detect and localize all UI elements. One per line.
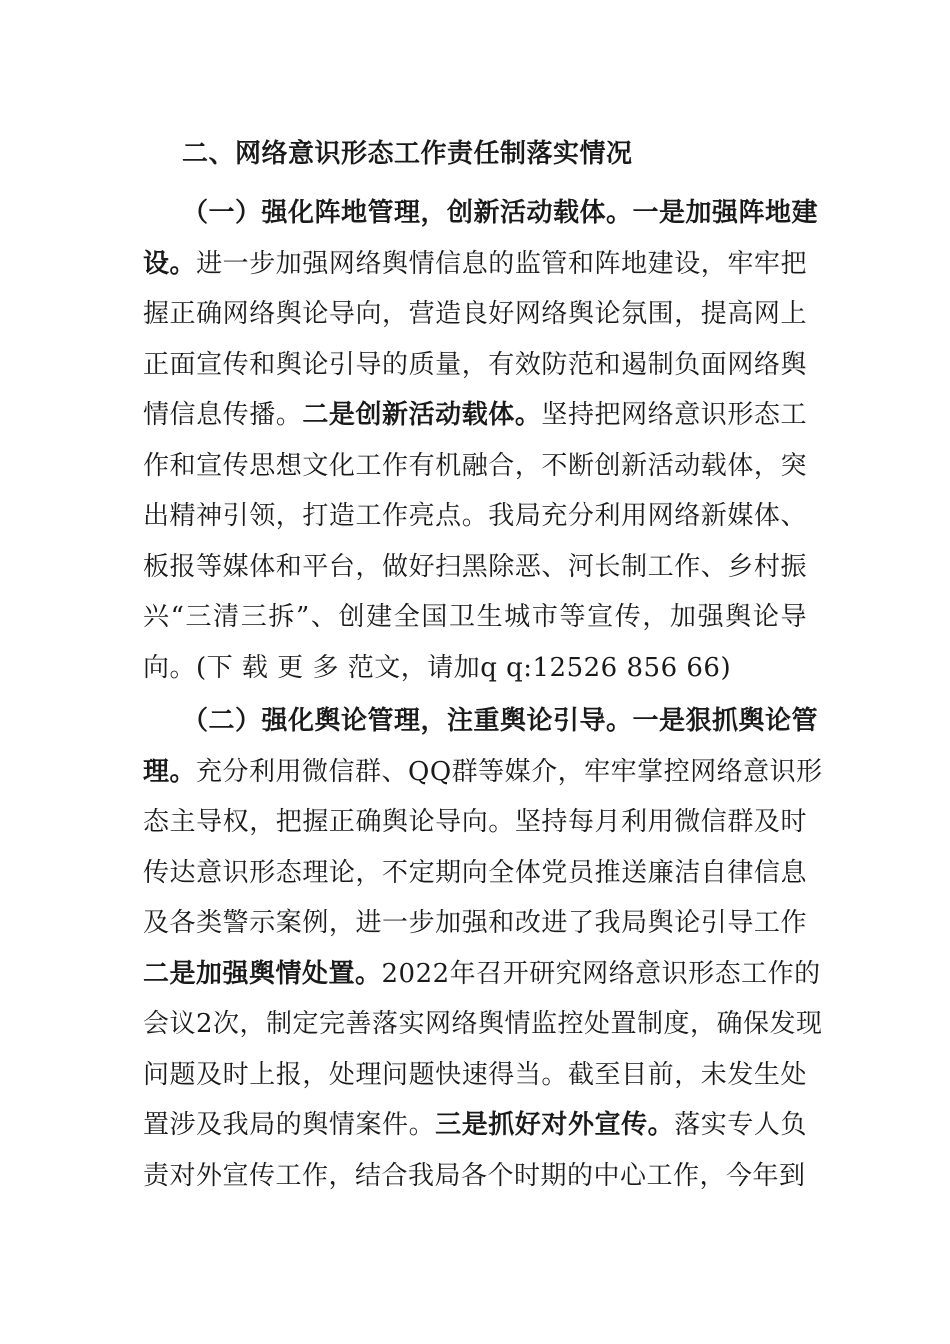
bold-text: 三是抓好对外宣传。 [435, 1110, 675, 1140]
body-text: 进一步加强网络舆情信息的监管和阵地建设，牢牢把 [196, 248, 807, 279]
para2-line [143, 805, 807, 839]
para1-line [143, 297, 807, 331]
para1-line [143, 398, 807, 432]
para2-line [143, 1007, 823, 1041]
para2-line [143, 856, 807, 890]
para1-line [143, 651, 807, 685]
body-text: 问题及时上报，处理问题快速得当。截至目前，未发生处 [143, 1059, 807, 1090]
bold-text: （二）强化舆论管理，注重舆论引导。一是狠抓舆论管 [182, 706, 819, 736]
para1-line [143, 499, 807, 533]
body-text: 会议2次，制定完善落实网络舆情监控处置制度，确保发现 [143, 1009, 823, 1039]
para1-line [182, 196, 819, 230]
body-text: 兴“三清三拆”、创建全国卫生城市等宣传，加强舆论导 [143, 602, 807, 632]
body-text: 向。(下 载 更 多 范文，请加q q:12526 856 66) [143, 652, 732, 683]
para2-line [143, 906, 807, 940]
para1-line [143, 449, 807, 483]
para2-line [182, 704, 819, 738]
body-text: 态主导权，把握正确舆论导向。坚持每月利用微信群及时 [143, 807, 807, 837]
body-text: 及各类警示案例，进一步加强和改进了我局舆论引导工作 [143, 908, 807, 938]
body-text: 落实专人负 [674, 1110, 807, 1140]
body-text: 作和宣传思想文化工作有机融合，不断创新活动载体，突 [143, 450, 807, 481]
section-heading: 二、网络意识形态工作责任制落实情况 [182, 139, 633, 169]
body-text: 握正确网络舆论导向，营造良好网络舆论氛围，提高网上 [143, 299, 807, 329]
para1-line [143, 348, 807, 382]
bold-text: （一）强化阵地管理，创新活动载体。一是加强阵地建 [182, 198, 819, 228]
bold-text: 设。 [143, 248, 197, 279]
body-text: 坚持把网络意识形态工 [541, 400, 807, 430]
para1-line [143, 600, 807, 634]
para2-line [143, 957, 821, 991]
para1-line [143, 550, 807, 584]
bold-text: 理。 [143, 756, 197, 787]
body-text: 板报等媒体和平台，做好扫黑除恶、河长制工作、乡村振 [143, 551, 807, 582]
body-text: 正面宣传和舆论引导的质量，有效防范和遏制负面网络舆 [143, 349, 807, 380]
bold-text: 二是加强舆情处置。 [143, 958, 382, 989]
para2-line [143, 1058, 807, 1092]
body-text: 出精神引领，打造工作亮点。我局充分利用网络新媒体、 [143, 501, 807, 531]
para2-line [143, 755, 823, 789]
para1-line [143, 247, 807, 281]
body-text: 2022年召开研究网络意识形态工作的 [381, 958, 821, 989]
para2-line [143, 1159, 807, 1193]
body-text: 置涉及我局的舆情案件。 [143, 1110, 436, 1140]
bold-text: 二是创新活动载体。 [302, 400, 542, 430]
para2-line [143, 1108, 807, 1142]
body-text: 传达意识形态理论，不定期向全体党员推送廉洁自律信息 [143, 857, 807, 888]
body-text: 责对外宣传工作，结合我局各个时期的中心工作，今年到 [143, 1160, 806, 1191]
body-text: 充分利用微信群、QQ群等媒介，牢牢掌控网络意识形 [196, 756, 823, 787]
body-text: 情信息传播。 [143, 400, 303, 430]
